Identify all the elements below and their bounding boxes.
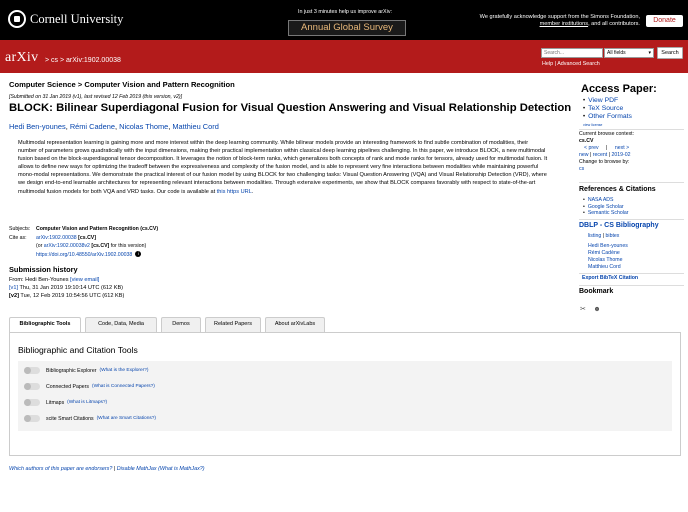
- dblp-author-link[interactable]: Hedi Ben-younes: [588, 243, 628, 249]
- cornell-name: Cornell University: [30, 11, 124, 26]
- arxiv-logo[interactable]: arXiv: [5, 50, 39, 65]
- info-icon[interactable]: i: [135, 251, 141, 257]
- donate-button[interactable]: Donate: [646, 15, 683, 27]
- history-from: From: Hedi Ben-Younes: [9, 277, 69, 283]
- breadcrumb[interactable]: > cs > arXiv:1902.00038: [45, 57, 121, 64]
- month-link[interactable]: 2019-02: [611, 152, 631, 158]
- dblp-title: [579, 222, 659, 229]
- abstract-end: .: [251, 188, 254, 195]
- tab-about-arxivlabs[interactable]: About arXivLabs: [265, 317, 325, 332]
- divider: [579, 285, 684, 286]
- subject-header: Computer Science > Computer Vision and Pattern Recognition: [9, 80, 235, 89]
- help-separator: |: [554, 61, 556, 67]
- dblp-link[interactable]: DBLP - CS Bibliography: [579, 222, 659, 229]
- tools-list: [18, 361, 672, 431]
- cite-id-link[interactable]: arXiv:1902.00038: [36, 234, 77, 241]
- tex-source-link[interactable]: TeX Source: [588, 105, 624, 112]
- search-field-value: All fields: [607, 50, 626, 56]
- submission-history-title: Submission history: [9, 265, 78, 274]
- divider: [579, 129, 684, 130]
- author-link[interactable]: Rémi Cadene: [69, 122, 116, 131]
- version-link-v1[interactable]: [v1]: [9, 285, 19, 292]
- abstract: [18, 139, 548, 196]
- labs-tabs: [9, 317, 329, 333]
- subjects-value: Computer Vision and Pattern Recognition (cs.CV): [36, 226, 159, 232]
- support-line1: We gratefully acknowledge support from the Simons Foundation,: [479, 14, 640, 20]
- tab-demos[interactable]: Demos: [161, 317, 201, 332]
- tool-row: [24, 383, 155, 390]
- prev-link[interactable]: < prev: [584, 145, 599, 151]
- metadata-table: [9, 225, 158, 259]
- dblp-author-link[interactable]: Rémi Cadène: [588, 250, 620, 256]
- refs-title: References & Citations: [579, 186, 656, 193]
- panel-title: Bibliographic and Citation Tools: [18, 345, 138, 355]
- change-browse-label: Change to browse by:: [579, 159, 630, 165]
- paper-title: BLOCK: Bilinear Superdiagonal Fusion for Visual Question Answering and Visual Relationship Detection: [9, 102, 572, 114]
- dblp-bibtex-link[interactable]: bibtex: [605, 233, 620, 239]
- cite-label: Cite as:: [9, 234, 27, 241]
- endorsers-link[interactable]: Which authors of this paper are endorsers?: [9, 466, 113, 472]
- version-v1: Thu, 31 Jan 2019 19:10:14 UTC (612 KB): [19, 285, 124, 292]
- cite-value: arXiv:1902.00038 [cs.CV]: [36, 234, 96, 241]
- browse-context-value: cs.CV: [579, 138, 594, 144]
- support-line2: , and all contributors.: [588, 21, 640, 27]
- dblp-author-link[interactable]: Matthieu Cord: [588, 264, 621, 270]
- tool-help-link[interactable]: (What is Connected Papers?): [91, 384, 155, 389]
- toggle-switch[interactable]: [24, 399, 40, 406]
- new-link[interactable]: new: [579, 152, 589, 158]
- help-link[interactable]: Help: [542, 61, 554, 67]
- footer-links: Which authors of this paper are endorsers? | Disable MathJax (What is MathJax?): [9, 466, 205, 472]
- tool-row: [24, 399, 107, 406]
- export-bibtex: [582, 275, 638, 282]
- version-label-v2: [v2]: [9, 293, 19, 300]
- tool-name: scite Smart Citations: [46, 415, 94, 422]
- browse-context-label: Current browse context:: [579, 131, 635, 137]
- help-links: [542, 61, 600, 67]
- advanced-search-link[interactable]: Advanced Search: [557, 61, 600, 67]
- submission-history: [9, 276, 124, 301]
- divider: [579, 182, 684, 183]
- dblp-listing-link[interactable]: listing: [588, 233, 602, 239]
- subjects-label: Subjects:: [9, 226, 31, 232]
- dblp-author-link[interactable]: Nicolas Thome: [588, 257, 623, 263]
- dblp-block: listing | bibtex Hedi Ben-younes Rémi Cadène Nicolas Thome Matthieu Cord: [588, 233, 628, 270]
- author-link[interactable]: Nicolas Thome: [119, 122, 169, 131]
- google-scholar-link[interactable]: Google Scholar: [587, 203, 624, 210]
- support-text: [458, 14, 640, 28]
- abstract-text: Multimodal representation learning is gaining more and more interest within the deep learning community. While bilinear models provide an interesting framework to find subtle combination of modalities, their number of parameters grows quadratically with the input dimensions, making their practical implementation within classical deep learning pipelines challenging. In this paper, we introduce BLOCK, a new multimodal fusion based on the block-superdiagonal tensor decomposition. It leverages the notion of block-term ranks, which generalizes both concepts of rank and mode ranks for tensors, already used for multimodal fusion. It allows to define new ways for optimizing the tradeoff between the expressiveness and complexity of the fusion model, and is able to represent very fine interactions between modalities while maintaining powerful mono-modal representations. We demonstrate the practical interest of our fusion model by using BLOCK for two challenging tasks: Visual Question Answering (VQA) and Visual Relationship Detection (VRD), where we design end-to-end learnable architectures for representing relevant interactions between modalities. Through extensive experiments, we show that BLOCK compares favorably with respect to state-of-the-art multimodal fusion models for both VQA and VRD tasks. Our code is available at: [18, 140, 548, 195]
- top-header: [0, 0, 688, 40]
- export-bibtex-link[interactable]: Export BibTeX Citation: [582, 275, 639, 281]
- tool-help-link[interactable]: (What is the Explorer?): [99, 368, 149, 373]
- tool-name: Litmaps: [46, 399, 65, 406]
- view-pdf-link[interactable]: View PDF: [588, 97, 619, 104]
- tab-bibliographic-tools[interactable]: Bibliographic Tools: [9, 317, 81, 333]
- tab-related-papers[interactable]: Related Papers: [205, 317, 261, 332]
- tool-help-link[interactable]: (What is Litmaps?): [67, 400, 108, 405]
- bibsonomy-icon[interactable]: ✂: [580, 306, 586, 313]
- author-link[interactable]: Matthieu Cord: [172, 122, 219, 131]
- code-link[interactable]: this https URL: [216, 188, 252, 195]
- bookmark-title: Bookmark: [579, 288, 614, 295]
- tool-help-link[interactable]: (What are Smart Citations?): [96, 416, 157, 421]
- what-is-mathjax-link[interactable]: (What is MathJax?): [158, 466, 205, 472]
- browse-context: Current browse context: cs.CV < prev | next > new | recent | 2019-02 Change to browse by: cs: [579, 131, 635, 172]
- chevron-down-icon: ▾: [648, 50, 651, 56]
- tool-name: Connected Papers: [46, 383, 89, 390]
- bookmark-icons: [580, 298, 604, 316]
- search-input[interactable]: Search...: [541, 48, 603, 58]
- divider: [579, 273, 684, 274]
- survey-button[interactable]: Annual Global Survey: [288, 20, 406, 36]
- cite-version: (or arXiv:1902.00038v2 [cs.CV] for this version): [36, 243, 147, 250]
- divider: [579, 219, 684, 220]
- search-field-select[interactable]: [604, 48, 654, 58]
- doi-link[interactable]: https://doi.org/10.48550/arXiv.1902.00038: [36, 251, 133, 258]
- access-links: [583, 97, 632, 121]
- submission-date: [Submitted on 31 Jan 2019 (v1), last revised 12 Feb 2019 (this version, v2)]: [9, 94, 183, 100]
- cornell-logo[interactable]: [8, 10, 123, 28]
- version-v2: Tue, 12 Feb 2019 10:54:56 UTC (612 KB): [20, 293, 125, 300]
- search-button[interactable]: Search: [657, 47, 683, 59]
- member-institutions-link[interactable]: member institutions: [539, 21, 589, 27]
- license-link[interactable]: view license: [583, 123, 603, 127]
- tool-row: [24, 415, 156, 422]
- tool-name: Bibliographic Explorer: [46, 367, 97, 374]
- tab-code-data-media[interactable]: Code, Data, Media: [85, 317, 157, 332]
- author-link[interactable]: Hedi Ben-younes: [9, 122, 66, 131]
- browse-cs-link[interactable]: cs: [579, 166, 585, 172]
- next-link[interactable]: next >: [614, 145, 630, 151]
- disable-mathjax-link[interactable]: Disable MathJax: [116, 466, 157, 472]
- cornell-seal-icon: [8, 10, 26, 28]
- reddit-icon[interactable]: ☻: [593, 306, 601, 313]
- semantic-scholar-link[interactable]: Semantic Scholar: [587, 210, 629, 216]
- tool-row: [24, 367, 149, 374]
- nasa-ads-link[interactable]: NASA ADS: [587, 197, 614, 203]
- author-list: Hedi Ben-younes, Rémi Cadene, Nicolas Thome, Matthieu Cord: [9, 122, 219, 131]
- view-email-link[interactable]: [view email]: [70, 277, 100, 283]
- toggle-switch[interactable]: [24, 383, 40, 390]
- access-paper-title: Access Paper:: [581, 83, 657, 95]
- other-formats-link[interactable]: Other Formats: [588, 113, 632, 120]
- toggle-switch[interactable]: [24, 415, 40, 422]
- toggle-switch[interactable]: [24, 367, 40, 374]
- refs-list: [583, 197, 628, 217]
- cite-v2-link[interactable]: arXiv:1902.00038v2: [43, 243, 90, 250]
- tools-panel: [9, 332, 681, 456]
- survey-note: In just 3 minutes help us improve arXiv:: [297, 9, 393, 15]
- recent-link[interactable]: recent: [592, 152, 608, 158]
